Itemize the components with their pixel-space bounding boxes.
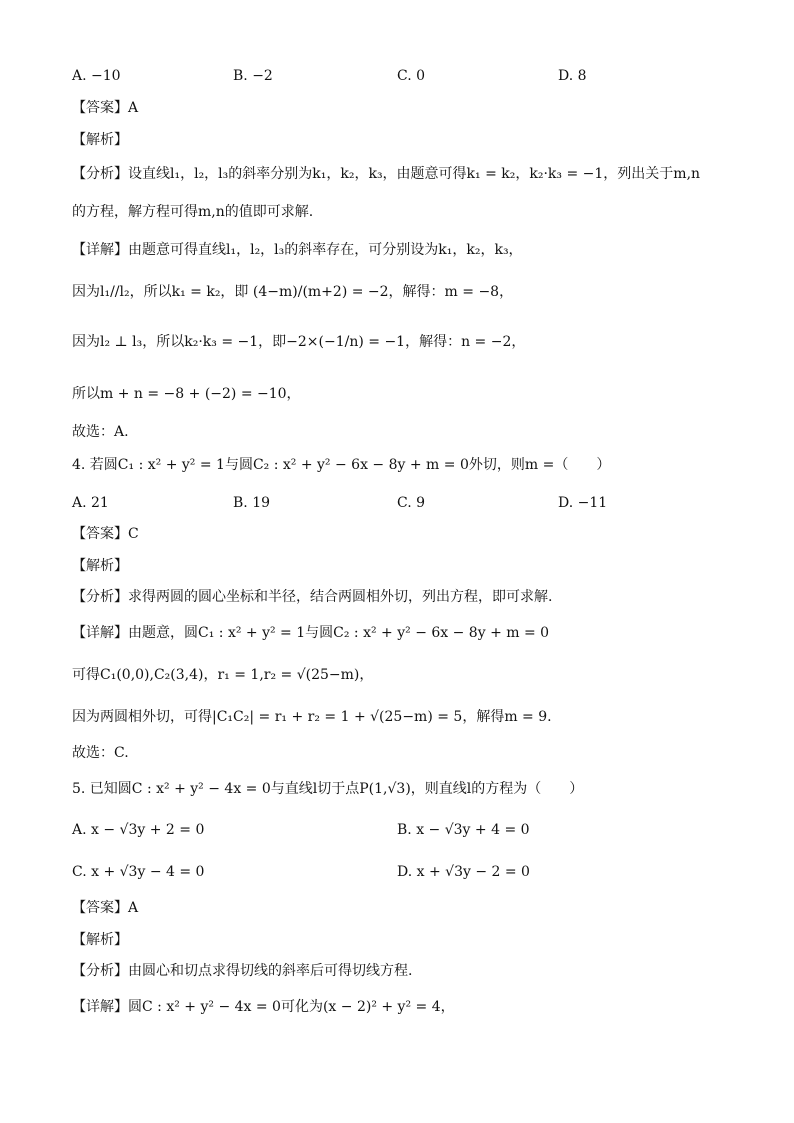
q4-answer: 【答案】C	[72, 526, 139, 542]
q3-option-c: C. 0	[397, 68, 426, 84]
q3-xiangjie-line-2: 因为l₁//l₂，所以k₁ = k₂，即 (4−m)/(m+2) = −2，解得：m = −8，	[72, 284, 514, 300]
q4-option-d: D. −11	[558, 495, 608, 511]
q4-option-c: C. 9	[397, 495, 426, 511]
q5-jiexi-heading: 【解析】	[72, 932, 128, 948]
q3-fenxi-line-2: 的方程，解方程可得m,n的值即可求解.	[72, 204, 314, 220]
q3-conclusion: 故选：A.	[72, 424, 129, 440]
q5-option-c: C. x + √3y − 4 = 0	[72, 864, 205, 880]
q3-xiangjie-line-4: 所以m + n = −8 + (−2) = −10，	[72, 386, 301, 402]
q5-option-d: D. x + √3y − 2 = 0	[397, 864, 530, 880]
q4-option-b: B. 19	[233, 495, 271, 511]
q3-jiexi-heading: 【解析】	[72, 132, 128, 148]
q5-stem: 5. 已知圆C : x² + y² − 4x = 0与直线l切于点P(1,√3)，则直线l的方程为（ ）	[72, 781, 584, 797]
q4-option-a: A. 21	[72, 495, 109, 511]
q4-fenxi: 【分析】求得两圆的圆心坐标和半径，结合两圆相外切，列出方程，即可求解.	[72, 589, 553, 605]
q3-option-d: D. 8	[558, 68, 587, 84]
q5-answer: 【答案】A	[72, 900, 139, 916]
q4-stem: 4. 若圆C₁ : x² + y² = 1与圆C₂ : x² + y² − 6x − 8y + m = 0外切，则m =（ ）	[72, 457, 611, 473]
q4-jiexi-heading: 【解析】	[72, 558, 128, 574]
q5-xiangjie-line-1: 【详解】圆C : x² + y² − 4x = 0可化为(x − 2)² + y² = 4，	[72, 999, 455, 1015]
q4-xiangjie-line-3: 因为两圆相外切，可得|C₁C₂| = r₁ + r₂ = 1 + √(25−m) = 5，解得m = 9.	[72, 709, 552, 725]
q3-xiangjie-line-3: 因为l₂ ⊥ l₃，所以k₂·k₃ = −1，即−2×(−1/n) = −1，解得：n = −2，	[72, 334, 526, 350]
q5-option-a: A. x − √3y + 2 = 0	[72, 822, 205, 838]
q3-xiangjie-line-1: 【详解】由题意可得直线l₁，l₂，l₃的斜率存在，可分别设为k₁，k₂，k₃，	[72, 242, 523, 258]
q3-answer: 【答案】A	[72, 100, 139, 116]
q5-option-b: B. x − √3y + 4 = 0	[397, 822, 530, 838]
q3-fenxi-line-1: 【分析】设直线l₁，l₂，l₃的斜率分别为k₁，k₂，k₃，由题意可得k₁ = k₂，k₂·k₃ = −1，列出关于m,n	[72, 166, 701, 182]
q5-fenxi: 【分析】由圆心和切点求得切线的斜率后可得切线方程.	[72, 963, 413, 979]
q4-conclusion: 故选：C.	[72, 745, 129, 761]
q4-xiangjie-line-2: 可得C₁(0,0),C₂(3,4)，r₁ = 1,r₂ = √(25−m)，	[72, 667, 374, 683]
q4-xiangjie-line-1: 【详解】由题意，圆C₁ : x² + y² = 1与圆C₂ : x² + y² − 6x − 8y + m = 0	[72, 625, 550, 641]
q3-option-b: B. −2	[233, 68, 273, 84]
q3-option-a: A. −10	[72, 68, 121, 84]
